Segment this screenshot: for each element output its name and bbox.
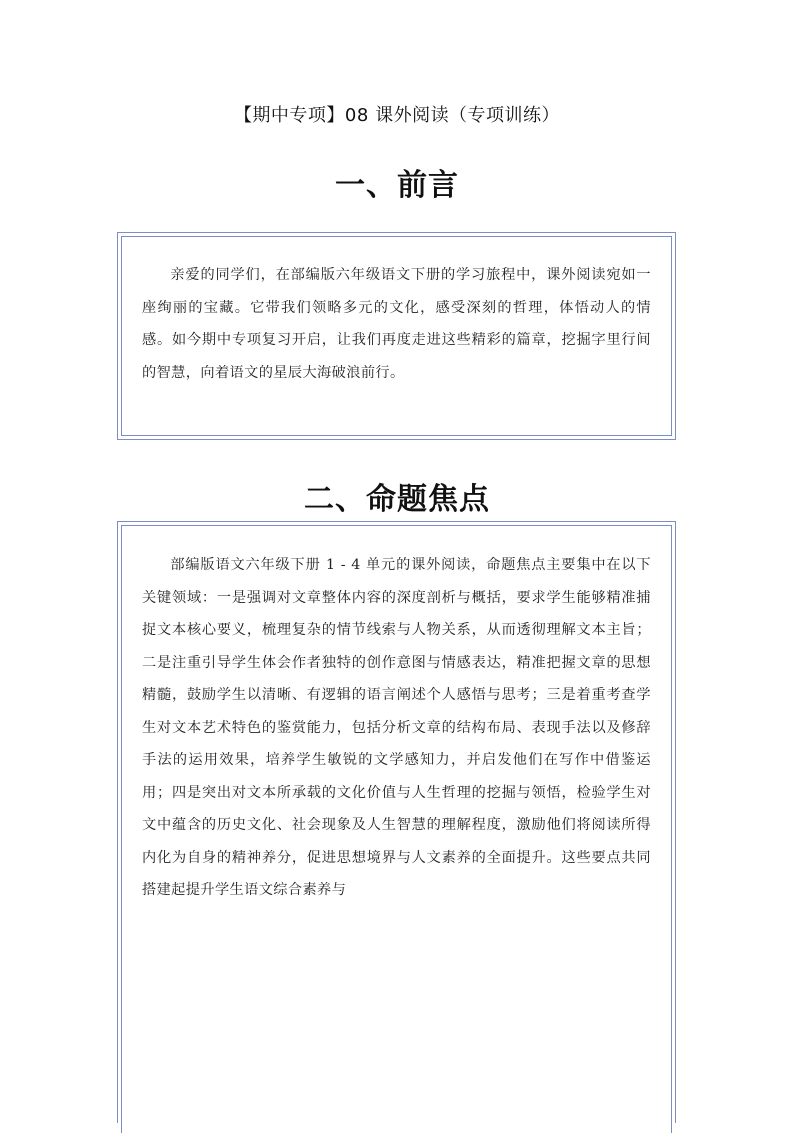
section-heading-exam-focus: 二、命题焦点 <box>304 482 490 517</box>
exam-focus-paragraph: 部编版语文六年级下册 1 - 4 单元的课外阅读，命题焦点主要集中在以下关键领域：一是强调对文章整体内容的深度剖析与概括，要求学生能够精准捕捉文本核心要义，梳理复杂的情节线索与人物关系，从而透彻理解文本主旨；二是注重引导学生体会作者独特的创作意图与情感表达，精准把握文章的思想精髓，鼓励学生以清晰、有逻辑的语言阐述个人感悟与思考；三是着重考查学生对文本艺术特色的鉴赏能力，包括分析文章的结构布局、表现手法以及修辞手法的运用效果，培养学生敏锐的文学感知力，并启发他们在写作中借鉴运用；四是突出对文本所承载的文化价值与人生哲理的挖掘与领悟，检验学生对文中蕴含的历史文化、社会现象及人生智慧的理解程度，激励他们将阅读所得内化为自身的精神养分，促进思想境界与人文素养的全面提升。这些要点共同搭建起提升学生语文综合素养与 <box>142 557 651 898</box>
exam-focus-text-box <box>117 521 676 1123</box>
document-title: 【期中专项】08 课外阅读（专项训练） <box>233 105 561 126</box>
preface-text-box <box>117 232 676 440</box>
preface-paragraph: 亲爱的同学们，在部编版六年级语文下册的学习旅程中，课外阅读宛如一座绚丽的宝藏。它带我们领略多元的文化，感受深刻的哲理，体悟动人的情感。如今期中专项复习开启，让我们再度走进这些精彩的篇章，挖掘字里行间的智慧，向着语文的星辰大海破浪前行。 <box>142 267 651 381</box>
section-heading-preface: 一、前言 <box>335 168 459 203</box>
